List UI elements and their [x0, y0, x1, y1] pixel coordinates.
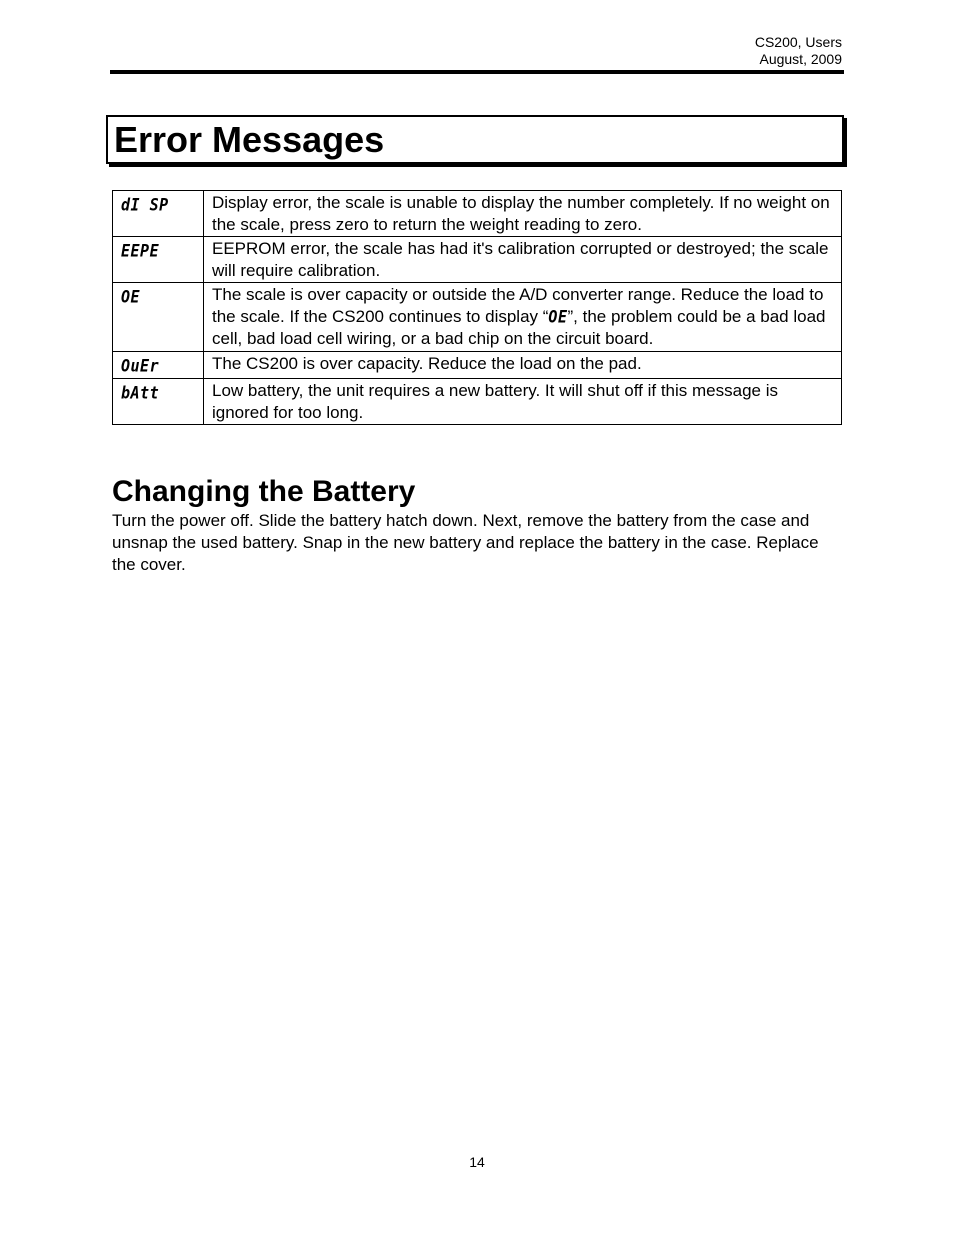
- error-code-cell: [113, 351, 204, 379]
- battery-instructions: Turn the power off. Slide the battery hatch down. Next, remove the battery from the case and unsnap the used battery. Snap in the new battery and replace the battery in the case. Replace the cover.: [112, 511, 819, 574]
- error-code: dI SP: [121, 194, 169, 216]
- error-description: Low battery, the unit requires a new battery. It will shut off if this message is ignored for too long.: [204, 379, 842, 425]
- header-title: CS200, Users: [754, 34, 842, 50]
- header-date: August, 2009: [759, 51, 842, 67]
- error-messages-table: [112, 190, 842, 425]
- error-code-cell: [113, 379, 204, 425]
- table-row: [113, 191, 842, 237]
- table-row: [113, 351, 842, 379]
- error-description: Display error, the scale is unable to display the number completely. If no weight on the scale, press zero to return the weight reading to zero.: [204, 191, 842, 237]
- table-row: [113, 379, 842, 425]
- error-code-cell: [113, 283, 204, 352]
- error-code: EEPE: [121, 240, 160, 262]
- page-number: 14: [469, 1154, 485, 1170]
- error-description-part: ”, the problem could be a bad load cell, bad load cell wiring, or a bad chip on the circuit board.: [212, 306, 826, 348]
- document-header: [755, 34, 842, 68]
- error-description: [204, 283, 842, 352]
- error-description: EEPROM error, the scale has had it's calibration corrupted or destroyed; the scale will require calibration.: [204, 237, 842, 283]
- error-code-cell: [113, 191, 204, 237]
- error-code: bAtt: [121, 382, 160, 404]
- error-code: OuEr: [121, 355, 160, 376]
- table-row: [113, 237, 842, 283]
- battery-heading: Changing the Battery: [112, 475, 416, 508]
- error-code: OE: [121, 286, 141, 308]
- error-description: The CS200 is over capacity. Reduce the load on the pad.: [204, 351, 842, 379]
- table-row: [113, 283, 842, 352]
- header-rule: [110, 70, 844, 74]
- inline-error-code: OE: [548, 306, 568, 327]
- error-description-part: The scale is over capacity or outside the A/D converter range. Reduce the load to the scale. If the CS200 continues to display “: [212, 285, 824, 326]
- section-title: Error Messages: [114, 119, 385, 160]
- section-title-box: [106, 115, 844, 164]
- error-code-cell: [113, 237, 204, 283]
